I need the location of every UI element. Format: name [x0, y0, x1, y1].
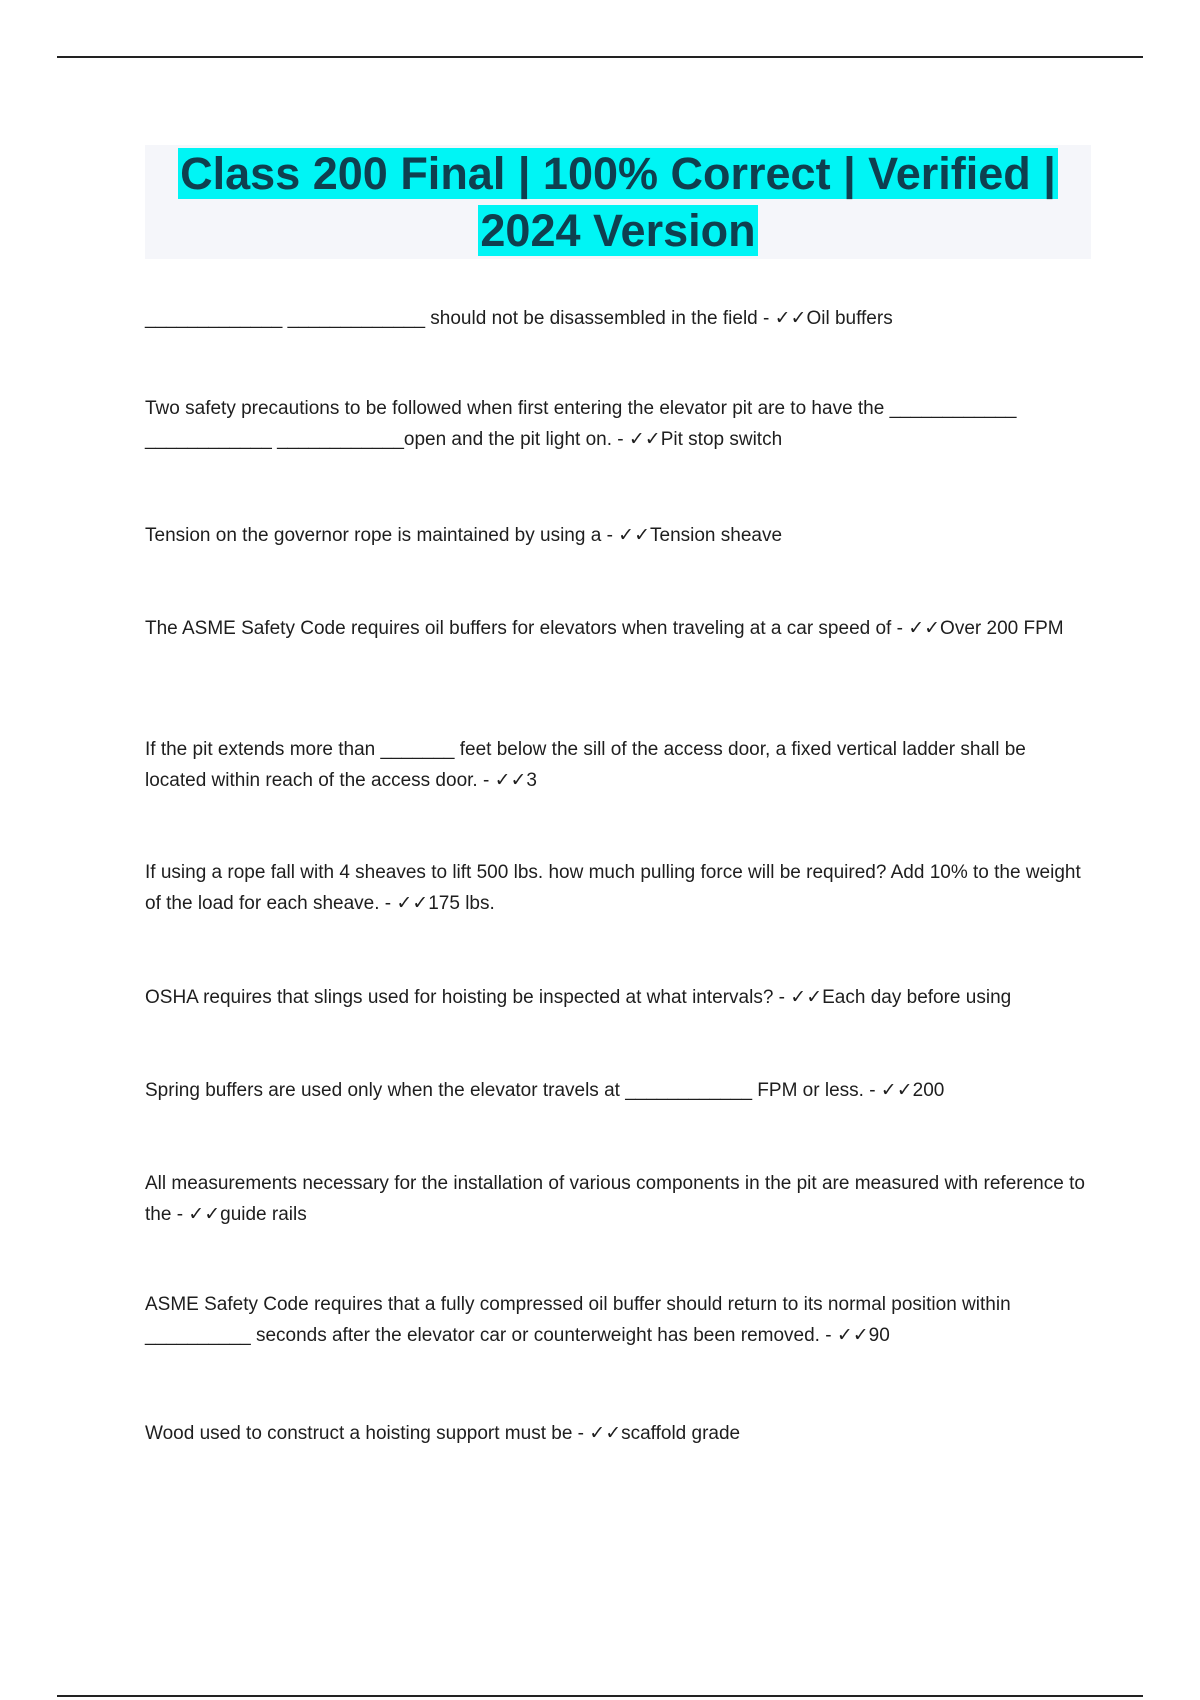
qa-item-4: The ASME Safety Code requires oil buffers for elevators when traveling at a car speed of - ✓✓Over 200 FPM [145, 618, 1064, 639]
title-line-2: 2024 Version [480, 205, 756, 256]
qa-item-10: ASME Safety Code requires that a fully compressed oil buffer should return to its normal position within __________ seconds after the elevator car or counterweight has been removed. - ✓✓90 [145, 1294, 1011, 1346]
question-list [145, 0, 1091, 1700]
qa-item-7: OSHA requires that slings used for hoisting be inspected at what intervals? - ✓✓Each day before using [145, 987, 1012, 1008]
qa-item-11: Wood used to construct a hoisting support must be - ✓✓scaffold grade [145, 1423, 741, 1444]
bottom-rule [57, 1695, 1143, 1697]
qa-item-1: _____________ _____________ should not be disassembled in the field - ✓✓Oil buffers [145, 308, 893, 329]
qa-item-9: All measurements necessary for the installation of various components in the pit are measured with reference to the - ✓✓guide rails [145, 1173, 1085, 1225]
title-line-1: Class 200 Final | 100% Correct | Verified | [180, 148, 1056, 199]
qa-item-5: If the pit extends more than _______ feet below the sill of the access door, a fixed vertical ladder shall be located within reach of the access door. - ✓✓3 [145, 739, 1026, 791]
qa-item-6: If using a rope fall with 4 sheaves to lift 500 lbs. how much pulling force will be required? Add 10% to the weight of the load for each sheave. - ✓✓175 lbs. [145, 862, 1081, 914]
qa-item-8: Spring buffers are used only when the elevator travels at ____________ FPM or less. - ✓✓200 [145, 1080, 945, 1101]
qa-item-2: Two safety precautions to be followed when first entering the elevator pit are to have the ____________ ____________ ____________open and the pit light on. - ✓✓Pit stop switch [145, 398, 1017, 450]
qa-item-3: Tension on the governor rope is maintained by using a - ✓✓Tension sheave [145, 525, 783, 546]
